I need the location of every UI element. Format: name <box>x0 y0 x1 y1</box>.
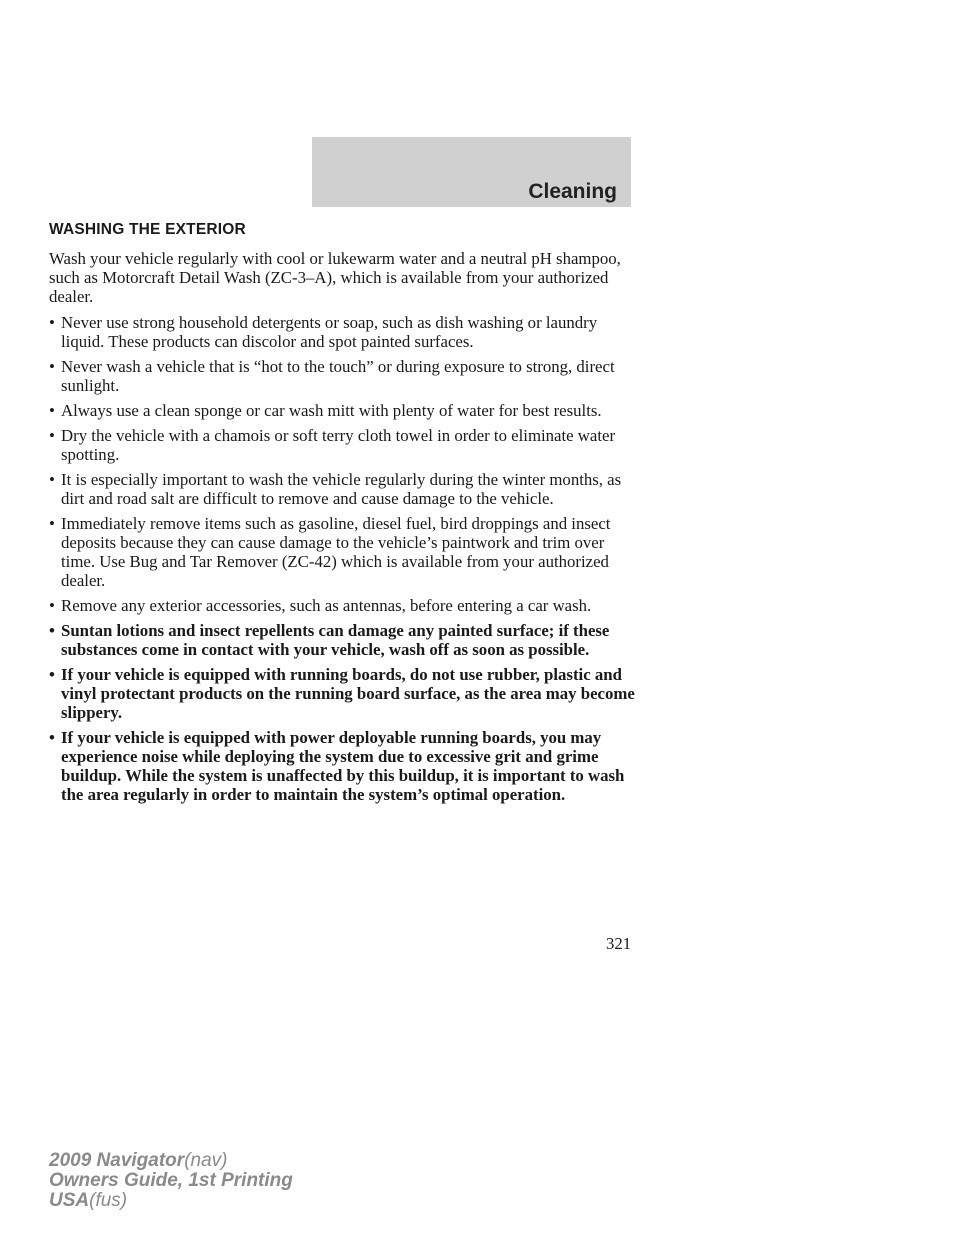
bullet-item <box>49 426 635 464</box>
intro-paragraph: Wash your vehicle regularly with cool or lukewarm water and a neutral pH shampoo, such as Motorcraft Detail Wash (ZC-3–A), which is available from your authorized dealer. <box>49 249 621 306</box>
bullet-text: It is especially important to wash the vehicle regularly during the winter months, as dirt and road salt are difficult to remove and cause damage to the vehicle. <box>61 470 622 508</box>
bullet-icon: • <box>49 621 55 640</box>
section-title: Cleaning <box>528 180 617 203</box>
bullet-item <box>49 596 635 615</box>
footer-line-market <box>49 1191 293 1211</box>
footer-model: 2009 Navigator <box>49 1150 185 1171</box>
bullet-text: If your vehicle is equipped with running boards, do not use rubber, plastic and vinyl protectant products on the running board surface, as the area may become slippery. <box>61 665 635 722</box>
bullet-item-warning <box>49 665 635 722</box>
bullet-item-warning <box>49 621 635 659</box>
bullet-item <box>49 313 635 351</box>
bullet-icon: • <box>49 426 55 445</box>
bullet-icon: • <box>49 514 55 533</box>
bullet-text: If your vehicle is equipped with power deployable running boards, you may experience noise while deploying the system due to excessive grit and grime buildup. While the system is unaffected by this buildup, it is important to wash the area regularly in order to maintain the system’s optimal operation. <box>61 728 625 804</box>
footer-line-model <box>49 1151 293 1171</box>
bullet-item-warning <box>49 728 635 804</box>
bullet-text: Never use strong household detergents or soap, such as dish washing or laundry liquid. These products can discolor and spot painted surfaces. <box>61 313 598 351</box>
bullet-text: Always use a clean sponge or car wash mitt with plenty of water for best results. <box>61 401 602 420</box>
bullet-text: Remove any exterior accessories, such as antennas, before entering a car wash. <box>61 596 592 615</box>
footer-model-code: (nav) <box>184 1150 228 1171</box>
footer-market: USA <box>49 1190 90 1211</box>
bullet-icon: • <box>49 357 55 376</box>
bullet-list <box>49 313 635 804</box>
bullet-icon: • <box>49 596 55 615</box>
bullet-text: Never wash a vehicle that is “hot to the touch” or during exposure to strong, direct sunlight. <box>61 357 615 395</box>
footer-print-info <box>49 1151 293 1211</box>
section-header-band <box>312 137 631 207</box>
bullet-text: Immediately remove items such as gasoline, diesel fuel, bird droppings and insect deposits because they can cause damage to the vehicle’s paintwork and trim over time. Use Bug and Tar Remover (ZC-42) which is available from your authorized dealer. <box>61 514 611 590</box>
section-heading: WASHING THE EXTERIOR <box>49 221 246 238</box>
page-number: 321 <box>606 934 632 953</box>
bullet-icon: • <box>49 665 55 684</box>
bullet-icon: • <box>49 728 55 747</box>
main-content <box>49 220 635 810</box>
bullet-item <box>49 401 635 420</box>
bullet-icon: • <box>49 470 55 489</box>
footer-line-edition: Owners Guide, 1st Printing <box>49 1170 293 1191</box>
bullet-text: Suntan lotions and insect repellents can damage any painted surface; if these substances come in contact with your vehicle, wash off as soon as possible. <box>61 621 610 659</box>
bullet-item <box>49 470 635 508</box>
bullet-item <box>49 514 635 590</box>
bullet-item <box>49 357 635 395</box>
footer-market-code: (fus) <box>89 1190 128 1211</box>
bullet-icon: • <box>49 313 55 332</box>
bullet-text: Dry the vehicle with a chamois or soft terry cloth towel in order to eliminate water spotting. <box>61 426 616 464</box>
bullet-icon: • <box>49 401 55 420</box>
